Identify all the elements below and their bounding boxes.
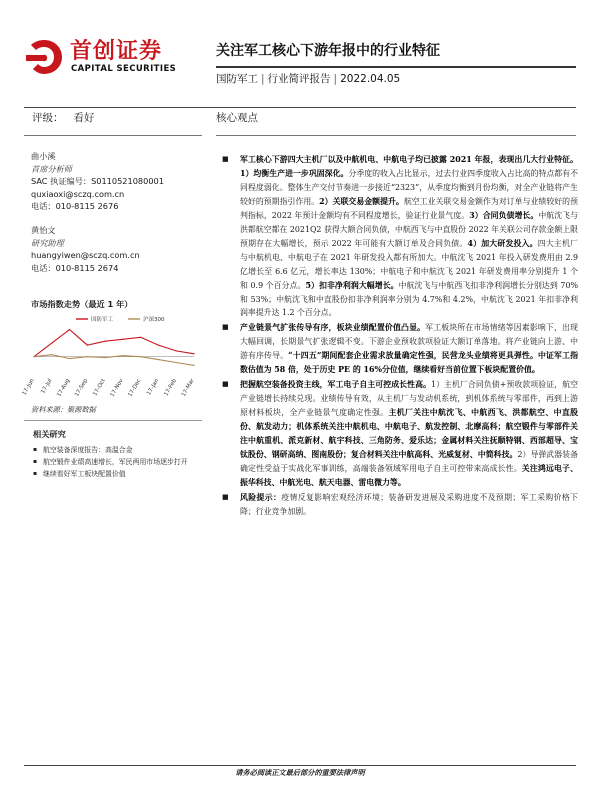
- series-line-1: [34, 355, 194, 366]
- header-divider: [24, 107, 576, 108]
- x-tick-label: 17-Dec: [127, 378, 143, 399]
- rating-divider: [24, 135, 202, 136]
- key-point-text: 四大主机厂与中航机电、中航电子在 2021 年研发投入都有所加大。中航沈飞 2021 年投入研发费用由 2.9 亿增长至 6.6 亿元，增长率达 130%；中航电子和中航沈飞 2021 年研发费用率分别提升 1 个和 0.9 个百分点。: [240, 238, 578, 290]
- data-point: [193, 365, 194, 366]
- data-point: [158, 344, 159, 345]
- rating-label: 评级：: [32, 112, 64, 124]
- x-tick-label: 17-Nov: [109, 378, 125, 399]
- company-logo: [24, 36, 202, 78]
- key-point-text: 分季度的收入占比显示，过去行业四季度收入占比高的特点都有不同程度弱化。整体生产交付节奏进一步接近“2323”，从季度均衡到月份均衡，对全产业链将产生较好的预期指引作用。: [240, 168, 578, 206]
- chart-svg: [21, 312, 202, 399]
- key-point-highlight: 产业链景气扩张传导有序，板块业绩配置价值凸显。: [240, 323, 426, 333]
- key-point-text: 2）导弹武器装备确定性受益于实战化军事训练，高端装备领域军用电子自主可控带来高成长性。: [240, 450, 578, 473]
- analyst-email[interactable]: quxiaoxi@sczq.com.cn: [31, 188, 125, 199]
- key-point-highlight: “十四五”期间配套企业需求放量确定性强，民营龙头业绩将更具弹性。中证军工指数估值为 58 倍，处于历史 PE 的 16%分位值，继续看好当前位置下板块配置价值。: [240, 351, 578, 375]
- section-title: 核心观点: [216, 112, 258, 124]
- chart-title: 市场指数走势（最近 1 年）: [31, 299, 133, 309]
- capital-securities-logo-icon: [24, 38, 64, 76]
- key-point-highlight: 4）加大研发投入。: [467, 238, 538, 248]
- data-point: [140, 337, 141, 338]
- footer-divider: [24, 765, 576, 766]
- analyst-phone: 电话：010-8115 2674: [31, 262, 119, 273]
- key-point-text: 中航沈飞与洪都航空都在 2021Q2 获得大额合同负债，中航西飞与中直股份 2022 年关联公司存款金额上限预期存在大幅增长，预示 2022 年可能有大额订单及合同负债。: [240, 210, 578, 248]
- key-point: [216, 378, 578, 490]
- key-point-highlight: 主机厂关注中航沈飞、中航西飞、洪都航空、中直股份、航发动力；机体系统关注中航机电、中航电子、航发控制、北摩高科；航空锻件与零部件关注中航重机、派克新材、航宇科技、三角防务、爱乐达；金属材料关注抚顺特钢、西部超导、宝钛股份、钢研高纳、图南股份；复合材料关注中航高科、光威复材、中简科技。: [240, 408, 578, 460]
- analyst-1: [31, 150, 164, 213]
- key-point-highlight: 5）扣非净利润大幅增长。: [305, 280, 399, 290]
- data-point: [158, 359, 159, 360]
- key-point: [216, 153, 578, 320]
- data-point: [105, 341, 106, 342]
- legend-label: 国防军工: [91, 317, 114, 323]
- report-title: 关注军工核心下游年报中的行业特征: [216, 43, 440, 59]
- logo-text-cn: 首创证券: [70, 39, 163, 64]
- related-item[interactable]: ▪ 继续看好军工板块配置价值: [33, 468, 201, 480]
- related-item[interactable]: ▪ 航空装备深度报告：高温合金: [33, 444, 201, 456]
- key-point-highlight: 关注鸿远电子、振华科技、中航光电、航天电器、雷电微力等。: [240, 463, 578, 487]
- analyst-role: 研究助理: [31, 237, 64, 248]
- title-divider: [216, 66, 576, 68]
- data-point: [69, 358, 70, 359]
- x-tick-label: 17-Mar: [180, 378, 196, 398]
- data-point: [122, 355, 123, 356]
- analyst-phone: 电话：010-8115 2676: [31, 201, 119, 211]
- key-point-text: 航空工业关联交易金额作为对订单与业绩较好的预判指标，2022 年预计金额均有不同程度增长，验证行业景气度。: [240, 196, 578, 220]
- data-point: [69, 329, 70, 330]
- related-item[interactable]: ▪ 航空锻件业绩高速增长，军民两用市场逐步打开: [33, 456, 201, 468]
- x-tick-label: 17-Jan: [146, 378, 161, 397]
- x-tick-label: 17-Sep: [74, 378, 90, 398]
- rating: [32, 111, 95, 125]
- key-points-list: [216, 153, 578, 520]
- market-index-chart: [21, 312, 202, 399]
- key-point: [216, 491, 578, 519]
- key-point-text: 疫情反复影响宏观经济环境；装备研发进展及采购进度不及预期；军工采购价格下降；行业竞争加剧。: [240, 492, 578, 516]
- x-tick-label: 17-Feb: [163, 378, 178, 398]
- data-point: [193, 353, 194, 354]
- x-tick-label: 17-Aug: [56, 378, 72, 398]
- footer-disclaimer: 请务必阅读正文最后部分的重要法律声明: [235, 768, 365, 777]
- data-point: [87, 344, 88, 345]
- x-tick-label: 17-Jun: [21, 378, 36, 397]
- x-tick-label: 17-Jul: [40, 378, 54, 395]
- section-divider: [216, 135, 576, 136]
- key-point-highlight: 3）合同负债增长。: [469, 210, 539, 220]
- related-divider: [24, 420, 202, 421]
- key-point: [216, 321, 578, 377]
- related-title: 相关研究: [33, 429, 66, 439]
- data-point: [105, 357, 106, 358]
- key-point-text: 军工板块所在市场情绪等因素影响下，出现大幅回调，长期景气扩张逻辑不变。下游企业预收款项验证大额订单落地。将产业链向上游、中游有序传导。: [240, 323, 578, 361]
- related-list: [33, 444, 201, 480]
- logo-text-en: CAPITAL SECURITIES: [71, 64, 177, 74]
- key-point-highlight: 2）关联交易金额提升。: [319, 196, 404, 206]
- report-meta: 国防军工 | 行业简评报告 | 2022.04.05: [216, 73, 401, 85]
- key-point-text: 中航沈飞与中航西飞扣非净利润增长分别达到 70%和 53%；中航沈飞和中直股份扣非净利润率分别为 4.7%和 4.2%，中航沈飞 2021 年扣非净利润率提升达 1.2 个百分点。: [240, 280, 578, 318]
- analyst-name: 曲小溪: [31, 151, 56, 161]
- data-point: [87, 356, 88, 357]
- meta-date: 2022.04.05: [340, 73, 401, 85]
- series-line-0: [34, 330, 194, 357]
- rating-value: 看好: [73, 112, 95, 124]
- analyst-role: 首席分析师: [31, 163, 72, 174]
- data-point: [33, 356, 34, 357]
- meta-report-type: 行业简评报告: [267, 73, 331, 85]
- meta-industry: 国防军工: [216, 73, 258, 85]
- key-point-highlight: 把握航空装备投资主线，军工电子自主可控成长性高。: [240, 380, 431, 390]
- data-point: [51, 354, 52, 355]
- key-point-text: 1）主机厂合同负债+预收款项验证，航空产业链增长持续兑现。业绩传导有效，从主机厂与发动机系统，到机体系统与零部件，再到上游原材料板块，全产业链景气度确定性强。: [240, 380, 578, 418]
- chart-source: 资料来源：聚源数据: [31, 405, 96, 414]
- key-point-highlight: 军工核心下游四大主机厂以及中航机电、中航电子均已披露 2021 年报，表现出几大行业特征。1）均衡生产进一步巩固深化。: [240, 155, 578, 178]
- analyst-name: 黄怡文: [31, 225, 56, 235]
- analyst-cert: SAC 执证编号：S0110521080001: [31, 176, 164, 186]
- analyst-email[interactable]: huangyiwen@sczq.com.cn: [31, 250, 140, 260]
- key-point-highlight: 风险提示：: [240, 492, 282, 502]
- data-point: [176, 350, 177, 351]
- x-tick-label: 17-Oct: [92, 378, 107, 398]
- data-point: [140, 356, 141, 357]
- data-point: [51, 343, 52, 344]
- data-point: [122, 339, 123, 340]
- data-point: [176, 362, 177, 363]
- legend-label: 沪深300: [143, 317, 165, 323]
- analyst-2: [31, 224, 140, 274]
